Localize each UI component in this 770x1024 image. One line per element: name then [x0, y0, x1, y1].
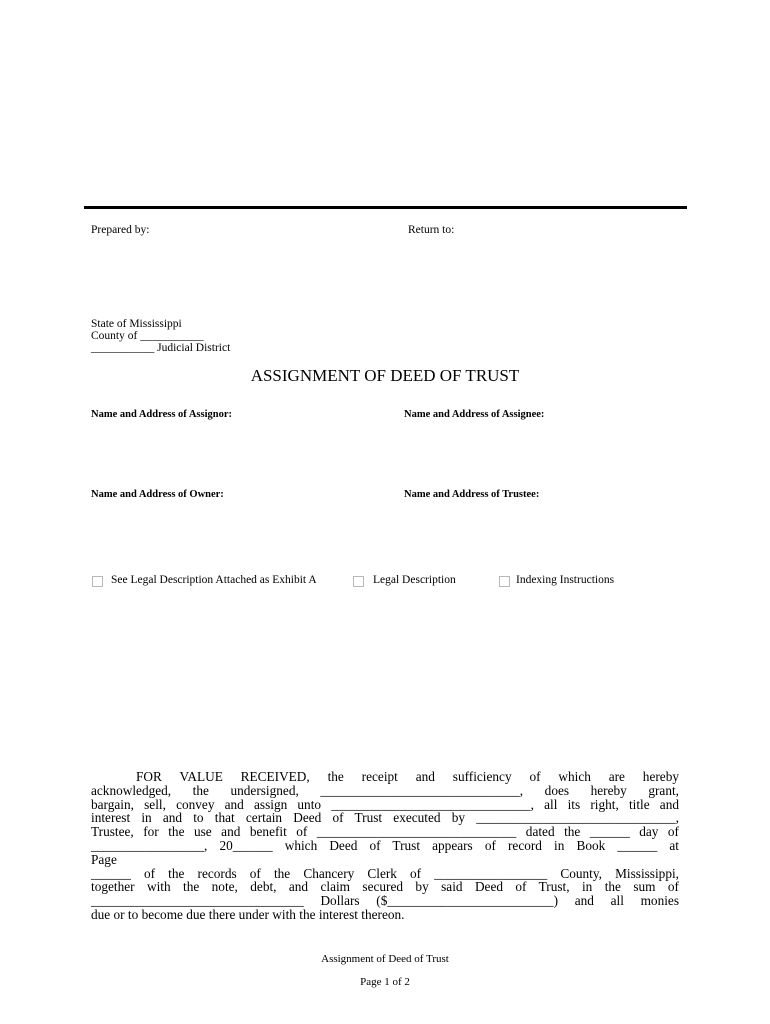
body-line: ______ of the records of the Chancery Clerk of _________________ County, Mississippi,: [91, 865, 679, 881]
assignee-label: Name and Address of Assignee:: [404, 409, 545, 420]
header-rule: [84, 206, 687, 209]
body-line: together with the note, debt, and claim secured by said Deed of Trust, in the sum of: [91, 879, 679, 895]
body-line: ________________________________ Dollars ($_________________________) and all monies: [91, 893, 679, 909]
body-line: FOR VALUE RECEIVED, the receipt and sufficiency of which are hereby: [136, 769, 679, 784]
page-number: Page 1 of 2: [360, 976, 410, 988]
legal-description-checkbox[interactable]: [353, 576, 364, 587]
body-line: acknowledged, the undersigned, ______________________________, does hereby grant,: [91, 782, 679, 798]
assignment-body: [91, 770, 679, 922]
body-line: Page: [91, 851, 117, 867]
indexing-instructions-label: Indexing Instructions: [516, 574, 615, 586]
legal-description-label: Legal Description: [373, 574, 456, 586]
owner-label: Name and Address of Owner:: [91, 489, 224, 500]
exhibit-a-checkbox[interactable]: [92, 576, 103, 587]
return-to-label: Return to:: [408, 224, 455, 236]
footer-document-name: Assignment of Deed of Trust: [321, 953, 449, 965]
trustee-label: Name and Address of Trustee:: [404, 489, 540, 500]
indexing-instructions-checkbox[interactable]: [499, 576, 510, 587]
exhibit-a-label: See Legal Description Attached as Exhibit A: [111, 574, 317, 586]
body-line: _________________, 20______ which Deed of Trust appears of record in Book ______ at: [91, 837, 679, 853]
body-line: due or to become due there under with the interest thereon.: [91, 906, 405, 922]
state-line: State of Mississippi: [91, 318, 182, 330]
body-line: interest in and to that certain Deed of Trust executed by ______________________________,: [91, 810, 679, 826]
county-line: County of ___________: [91, 330, 204, 342]
assignor-label: Name and Address of Assignor:: [91, 409, 232, 420]
body-line: Trustee, for the use and benefit of ______________________________ dated the ______ day of: [91, 824, 679, 840]
district-line: ___________ Judicial District: [91, 342, 231, 354]
prepared-by-label: Prepared by:: [91, 224, 150, 236]
document-title: ASSIGNMENT OF DEED OF TRUST: [250, 366, 520, 385]
body-line: bargain, sell, convey and assign unto ______________________________, all its right, title and: [91, 796, 679, 812]
